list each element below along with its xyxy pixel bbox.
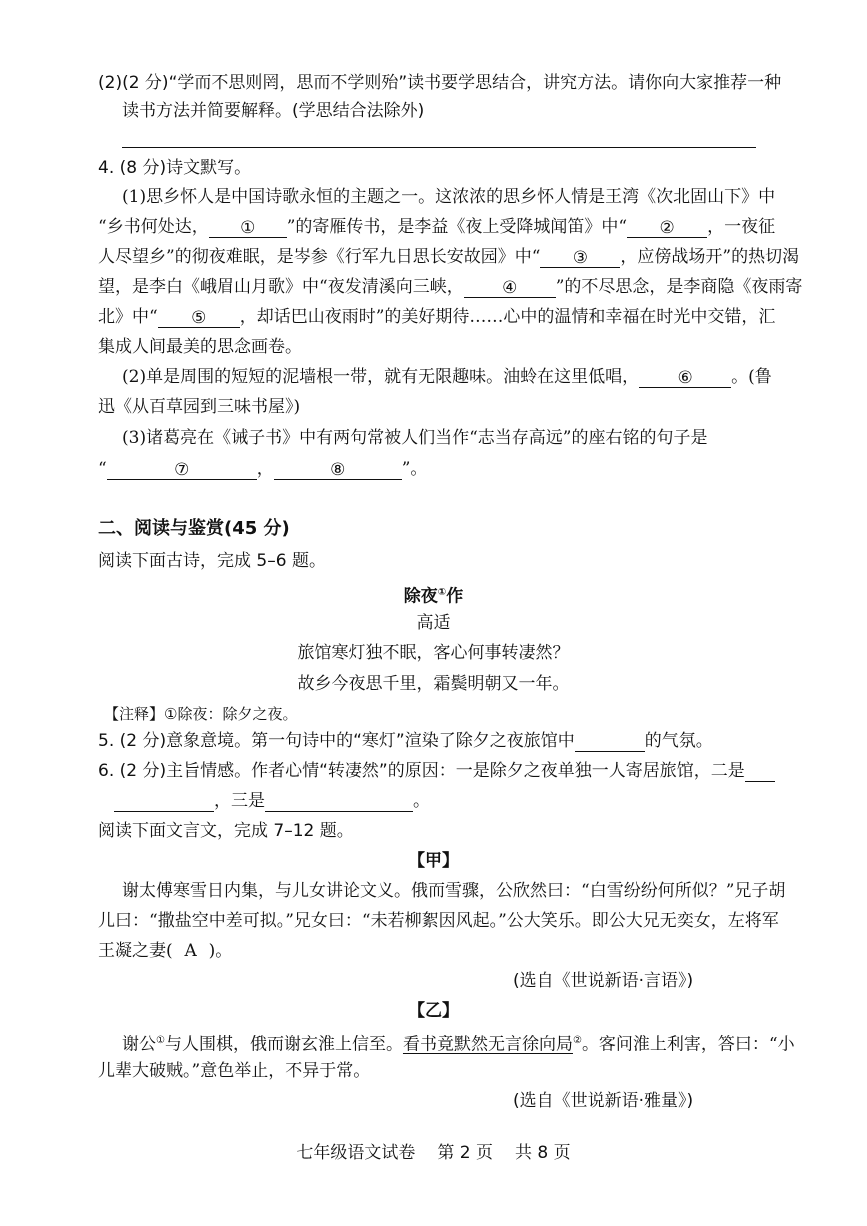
poem-title: 除夜①作 (403, 586, 464, 607)
poem-line-1: 旅馆寒灯独不眠，客心何事转凄然？ (297, 643, 570, 663)
passage-a-source: (选自《世说新语·言语》) (513, 971, 694, 991)
q4-p3-line2: “ ⑦ ， ⑧ ”。 (98, 459, 428, 480)
passage-a-label: 【甲】 (408, 851, 459, 871)
passage-a-line2: 儿曰：“撒盐空中差可拟。”兄女曰：“未若柳絮因风起。”公大笑乐。即公大兄无奕女，左将军 (98, 911, 779, 931)
section-title: 二、阅读与鉴赏(45 分) (98, 518, 290, 539)
q6-line2: ，三是 。 (114, 790, 430, 812)
note-marker-2: ② (572, 1035, 582, 1046)
answer-line[interactable] (122, 147, 756, 148)
blank-6[interactable]: ⑥ (639, 367, 731, 388)
q4-heading: 4. (8 分)诗文默写。 (98, 158, 252, 178)
passage-a-line3: 王凝之妻( A )。 (98, 941, 233, 961)
poem-annotation: 【注释】①除夜：除夕之夜。 (104, 705, 298, 723)
underlined-sentence: 看书竟默然无言徐向局 (402, 1034, 573, 1055)
page-footer: 七年级语文试卷 第 2 页 共 8 页 (296, 1143, 571, 1163)
q4-p3-line1: (3)诸葛亮在《诫子书》中有两句常被人们当作“志当存高远”的座右铭的句子是 (122, 428, 708, 448)
q6-blank-3[interactable] (265, 791, 413, 812)
q6-blank-2a[interactable] (745, 761, 775, 782)
passage-b-line2: 儿辈大破贼。”意色举止，不异于常。 (98, 1061, 371, 1081)
q4-p2-line2: 迅《从百草园到三味书屋》) (98, 397, 301, 417)
q5-blank[interactable] (575, 731, 645, 752)
note-marker: ① (437, 587, 447, 598)
poem-intro: 阅读下面古诗，完成 5–6 题。 (98, 551, 326, 571)
blank-1[interactable]: ① (209, 217, 287, 238)
q5: 5. (2 分)意象意境。第一句诗中的“寒灯”渲染了除夕之夜旅馆中 的气氛。 (98, 731, 713, 751)
blank-5[interactable]: ⑤ (158, 307, 240, 328)
q4-p2-line1: (2)单是周围的短短的泥墙根一带，就有无限趣味。油蛉在这里低唱， ⑥ 。(鲁 (122, 367, 772, 388)
q4-p1-line5: 北》中“ ⑤ ，却话巴山夜雨时”的美好期待……心中的温情和幸福在时光中交错，汇 (98, 307, 776, 328)
q3-2-line1: (2)(2 分)“学而不思则罔，思而不学则殆”读书要学思结合，讲究方法。请你向大家推荐一种 (98, 73, 782, 93)
classical-intro: 阅读下面文言文，完成 7–12 题。 (98, 821, 354, 841)
q4-p1-line4: 望，是李白《峨眉山月歌》中“夜发清溪向三峡， ④ ”的不尽思念，是李商隐《夜雨寄 (98, 277, 803, 298)
answer-mark-a: A (184, 941, 197, 961)
blank-3[interactable]: ③ (540, 247, 620, 268)
q4-p1-line6: 集成人间最美的思念画卷。 (98, 337, 302, 357)
q4-p1-line2: “乡书何处达， ① ”的寄雁传书，是李益《夜上受降城闻笛》中“ ② ，一夜征 (98, 217, 776, 238)
blank-2[interactable]: ② (627, 217, 707, 238)
blank-7[interactable]: ⑦ (107, 459, 257, 480)
poem-author: 高适 (416, 613, 451, 633)
blank-4[interactable]: ④ (464, 277, 556, 298)
q3-2-line2: 读书方法并简要解释。(学思结合法除外) (122, 101, 425, 121)
passage-b-line1: 谢公①与人围棋，俄而谢玄淮上信至。看书竟默然无言徐向局②。客问淮上利害，答曰：“小 (122, 1034, 795, 1055)
q6-line1: 6. (2 分)主旨情感。作者心情“转凄然”的原因：一是除夕之夜单独一人寄居旅馆，二是 (98, 760, 775, 782)
poem-line-2: 故乡今夜思千里，霜鬓明朝又一年。 (297, 674, 570, 694)
passage-b-label: 【乙】 (408, 1001, 459, 1021)
q4-p1-line3: 人尽望乡”的彻夜难眠，是岑参《行军九日思长安故园》中“ ③ ，应傍战场开”的热切渴 (98, 247, 800, 268)
passage-b-source: (选自《世说新语·雅量》) (513, 1091, 694, 1111)
q6-blank-2b[interactable] (114, 791, 214, 812)
note-marker-1: ① (156, 1035, 165, 1046)
blank-8[interactable]: ⑧ (274, 459, 402, 480)
q4-p1-line1: (1)思乡怀人是中国诗歌永恒的主题之一。这浓浓的思乡怀人情是王湾《次北固山下》中 (122, 187, 776, 207)
passage-a-line1: 谢太傅寒雪日内集，与儿女讲论文义。俄而雪骤，公欣然曰：“白雪纷纷何所似？”兄子胡 (122, 881, 786, 901)
